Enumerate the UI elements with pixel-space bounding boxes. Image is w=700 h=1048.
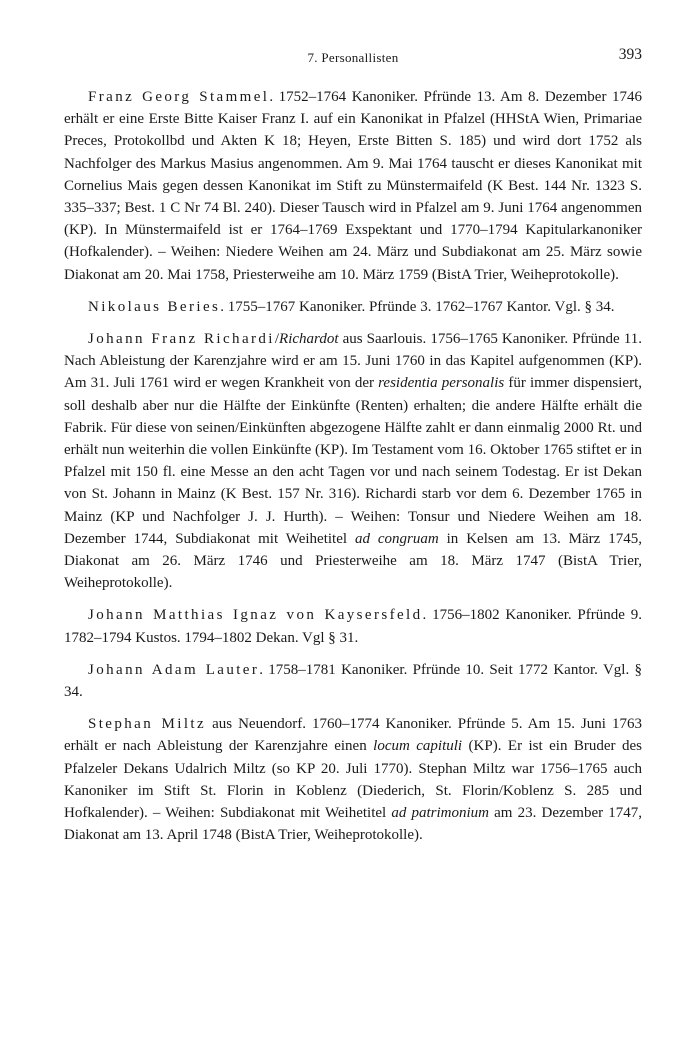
entry-name: Stephan Miltz <box>88 716 207 733</box>
entry-name: Johann Franz Richardi <box>88 331 275 348</box>
entry-text: / <box>274 331 280 348</box>
entry-kaysersfeld <box>64 604 642 648</box>
entry-miltz <box>64 713 642 846</box>
page-header <box>64 46 642 70</box>
entry-text: am 23. Dezember 1747, Diakonat am 13. April 1748 (BistA Trier, Weiheprotokolle). <box>64 805 642 844</box>
entry-name: Johann Adam Lauter <box>88 661 260 678</box>
entry-stammel <box>64 86 642 286</box>
entry-text: . 1758–1781 Kanoniker. Pfründe 10. Seit 1772 Kantor. Vgl. § 34. <box>64 661 642 701</box>
entry-richardi <box>64 328 642 594</box>
entry-beries <box>64 296 642 318</box>
entry-text-italic: locum capituli <box>373 738 463 755</box>
entry-text: (KP). Er ist ein Bruder des Pfalzeler Dekans Udalrich Miltz (so KP 20. Juli 1770). Stephan Miltz war 1756–1765 auch Kanoniker im Stift St. Florin in Koblenz (Diederich, St. Florin/Koblenz S. 285 und Hofkalender). – Weihen: Subdiakonat mit Weihetitel <box>64 738 642 822</box>
entry-text-italic: residentia personalis <box>378 375 505 392</box>
running-head: 7. Personallisten <box>307 50 399 65</box>
entry-text: aus Neuendorf. 1760–1774 Kanoniker. Pfründe 5. Am 15. Juni 1763 erhält er nach Ableistung der Karenzjahre einen <box>64 716 642 755</box>
entry-text: für immer dispensiert, soll deshalb aber nur die Hälfte der Einkünfte (Renten) erhalten; die andere Hälfte erhält die Fabrik. Für diese von seinen/Einkünften abgezogene Hälfte zahlt er dann einmalig 2000 Rt. und erhält nun weiterhin die vollen Einkünfte (KP). Im Testament vom 16. Oktober 1765 stiftet er in Pfalzel mit 150 fl. eine Messe an den acht Tagen vor und nach seinem Todestag. Er ist Dekan von St. Johann in Mainz (K Best. 157 Nr. 316). Richardi starb vor dem 6. Dezember 1765 in Mainz (KP und Nachfolger J. J. Hurth). – Weihen: Tonsur und Niedere Weihen am 18. Dezember 1744, Subdiakonat mit Weihetitel <box>64 375 642 547</box>
entry-text: aus Saarlouis. 1756–1765 Kanoniker. Pfründe 11. Nach Ableistung der Karenzjahre wird er am 15. Juni 1760 in das Kapitel aufgenommen (KP). Am 31. Juli 1761 wird er wegen Krankheit von der <box>64 331 642 392</box>
entry-name: Franz Georg Stammel <box>88 89 270 105</box>
entry-text: in Kelsen am 13. März 1745, Diakonat am 26. März 1746 und Priesterweihe am 18. März 1747 (BistA Trier, Weiheprotokolle). <box>64 530 642 592</box>
page-number: 393 <box>618 46 642 63</box>
entry-text-italic: ad patrimonium <box>391 805 489 822</box>
body-text <box>64 86 642 857</box>
entry-text-italic: ad congruam <box>354 530 439 547</box>
entry-text: . 1756–1802 Kanoniker. Pfründe 9. 1782–1794 Kustos. 1794–1802 Dekan. Vgl § 31. <box>64 607 642 646</box>
entry-text-italic: Richardot <box>279 331 339 348</box>
entry-name: Nikolaus Beries <box>88 298 221 315</box>
entry-name: Johann Matthias Ignaz von Kaysersfeld <box>88 607 423 624</box>
entry-text: . 1755–1767 Kanoniker. Pfründe 3. 1762–1767 Kantor. Vgl. § 34. <box>220 298 615 315</box>
entry-lauter <box>64 659 642 703</box>
entry-text: . 1752–1764 Kanoniker. Pfründe 13. Am 8. Dezember 1746 erhält er eine Erste Bitte Kaiser Franz I. auf ein Kanonikat in Pfalzel (HHStA Wien, Primariae Preces, Protokollbd und Akten K 18; Heyen, Erste Bitten S. 185) und wird dort 1752 als Nachfolger des Markus Masius angenommen. Am 9. Mai 1764 tauscht er dieses Kanonikat mit Cornelius Mais gegen dessen Kanonikat im Stift zu Münstermaifeld (K Best. 144 Nr. 1323 S. 335–337; Best. 1 C Nr 74 Bl. 240). Dieser Tausch wird in Pfalzel am 9. Juni 1764 angenommen (KP). In Münstermaifeld ist er 1764–1769 Exspektant und 1770–1794 Kapitularkanoniker (Hofkalender). – Weihen: Niedere Weihen am 24. März und Subdiakonat am 25. März sowie Diakonat am 20. Mai 1758, Priesterweihe am 10. März 1759 (BistA Trier, Weiheprotokolle). <box>64 89 642 283</box>
